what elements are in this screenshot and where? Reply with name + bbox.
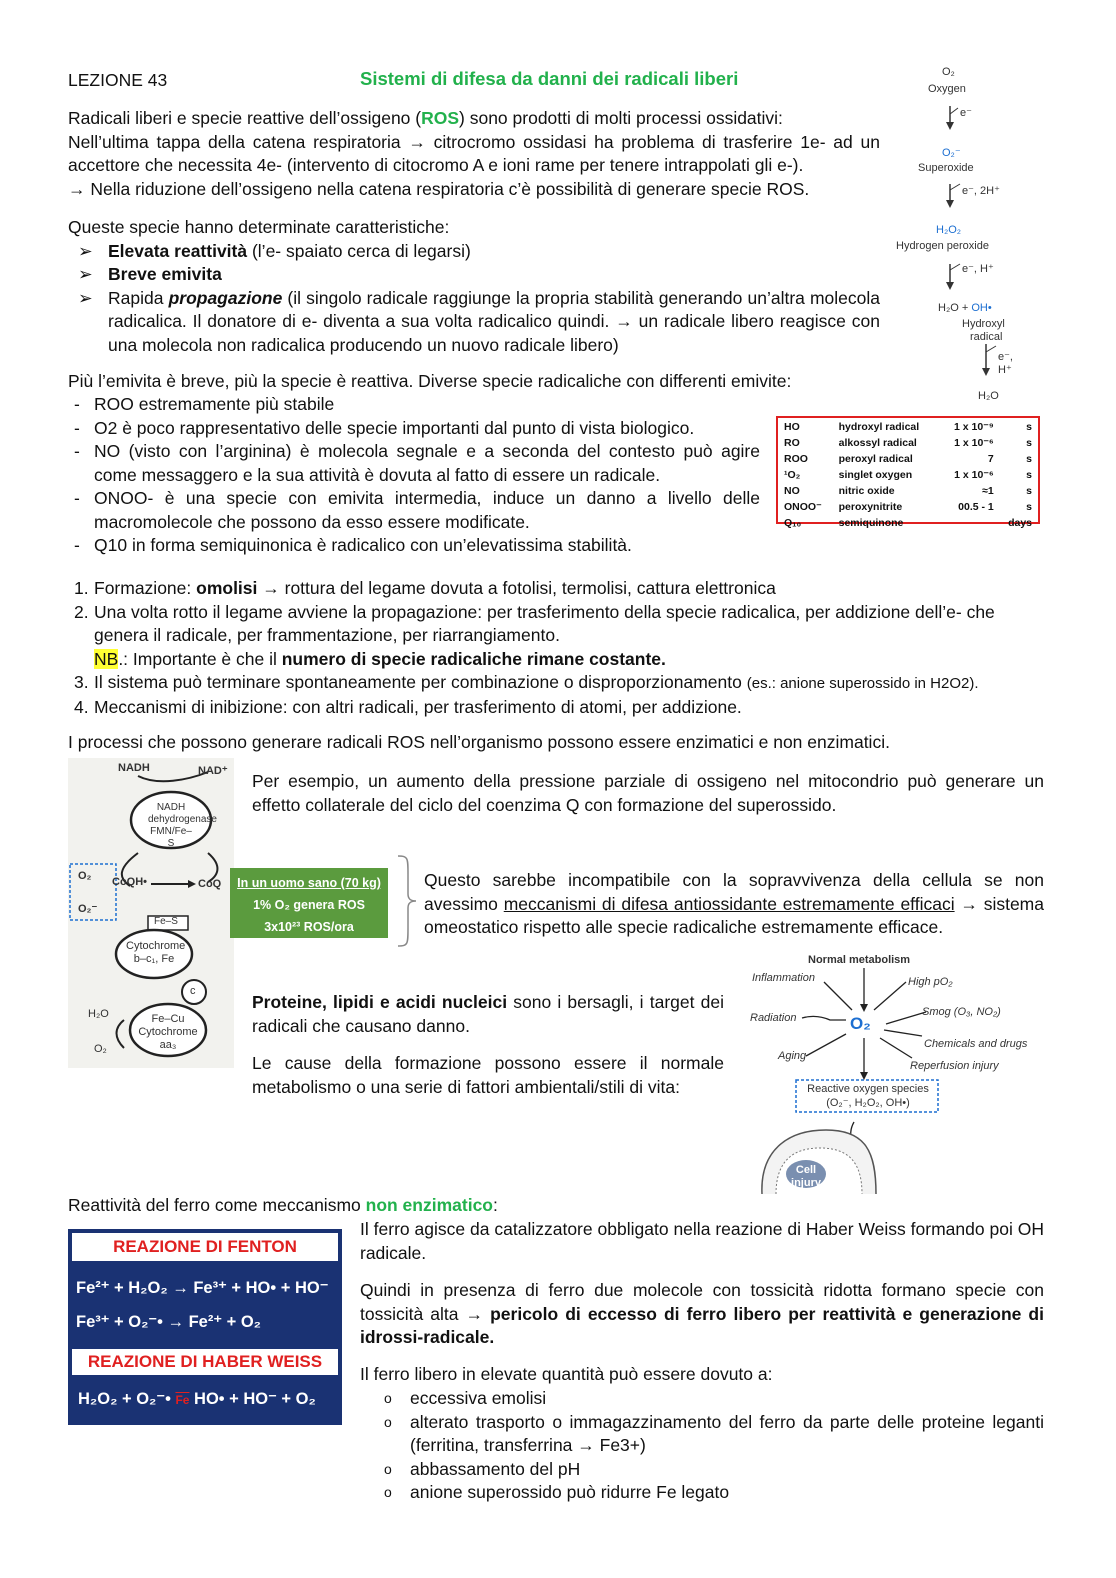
page-title: Sistemi di difesa da danni dei radicali liberi	[360, 68, 739, 89]
emivita-list	[68, 393, 760, 558]
lesson-number: LEZIONE 43	[68, 70, 168, 90]
table-row	[780, 435, 1036, 451]
intro-note: → Nella riduzione dell’ossigeno nella catena respiratoria c’è possibilità di generare specie ROS.	[68, 178, 810, 199]
emivita-lead: Più l’emivita è breve, più la specie è reattiva. Diverse specie radicaliche con differenti emivite:	[68, 371, 792, 391]
list-item: ➢ Elevata reattività (l’e- spaiato cerca di legarsi)	[78, 240, 471, 261]
table-cell: s	[1026, 437, 1032, 449]
table-cell: 00.5 - 1	[958, 501, 994, 513]
intro-line: Radicali liberi e specie reattive dell’ossigeno (ROS) sono prodotti di molti processi ossidativi:	[68, 108, 783, 128]
nadh-dehydrogenase-label: NADH dehydrogenase FMN/Fe–S	[148, 802, 217, 849]
intro-section	[68, 107, 880, 201]
table-cell: ROO	[784, 453, 808, 465]
table-row	[780, 515, 1036, 531]
list-item: - O2 è poco rappresentativo delle specie importanti dal punto di vista biologico.	[74, 417, 695, 438]
table-cell: s	[1026, 469, 1032, 481]
fenton-equations	[72, 1261, 338, 1345]
ros-box-label: Reactive oxygen species (O₂⁻, H₂O₂, OH•)	[807, 1083, 929, 1109]
reduction-arrows	[888, 64, 1012, 409]
list-item: o eccessiva emolisi	[384, 1388, 547, 1408]
table-cell: 1 x 10⁻⁶	[954, 469, 994, 481]
table-cell: semiquinone	[838, 517, 904, 529]
reaction-boxes	[68, 1229, 342, 1425]
ros-arrows	[746, 952, 1042, 1194]
table-row	[780, 451, 1036, 467]
survival-text: Questo sarebbe incompatibile con la sopravvivenza della cellula se non avessimo meccanismi di difesa antiossidante estremamente efficaci → sistema omeostatico rispetto alle specie radicaliche estremamente efficace.	[424, 870, 1044, 937]
table-cell: RO	[784, 437, 800, 449]
inflammation-label: Inflammation	[752, 972, 815, 984]
intro-paragraph: Nell’ultima tappa della catena respiratoria → citrocromo ossidasi ha problema di trasferire 1e- ad un accettore che necessita 4e- (intervento di citocromo A e ioni rame per tenere intrappolati gli e-).	[68, 131, 880, 175]
table-cell: 1 x 10⁻⁹	[954, 421, 994, 433]
halflife-table	[776, 416, 1040, 529]
list-item: - NO (visto con l’arginina) è molecola segnale e a seconda del contesto può agire come messaggero e la sua attività è dovuta al fatto di essere un radicale.	[74, 441, 760, 485]
electron-label: e⁻, H⁺	[998, 351, 1013, 376]
coq-label: CoQ	[198, 878, 222, 890]
list-item: o anione superossido può ridurre Fe legato	[384, 1482, 730, 1502]
table-cell: HO	[784, 421, 800, 433]
electron-label: e⁻	[960, 107, 972, 119]
aging-label: Aging	[778, 1050, 807, 1062]
characteristics-section	[68, 216, 880, 357]
list-item: o alterato trasporto o immagazzinamento del ferro da parte delle proteine leganti (ferritina, transferrina → Fe3+)	[384, 1411, 1044, 1455]
reperfusion-label: Reperfusion injury	[910, 1060, 999, 1072]
table-cell: 7	[987, 453, 994, 465]
table-cell: s	[1026, 453, 1032, 465]
hydroxyl-label: Hydroxyl	[962, 318, 1005, 330]
water-formula: H₂O	[978, 390, 999, 402]
table-cell: days	[1008, 517, 1032, 529]
nb-note: NB.: Importante è che il numero di specie radicaliche rimane costante.	[94, 648, 666, 669]
table-cell: 1 x 10⁻⁶	[954, 437, 994, 449]
table-cell: ONOO⁻	[784, 501, 822, 513]
superoxide-label: Superoxide	[918, 162, 974, 174]
hydrogen-peroxide-label: Hydrogen peroxide	[896, 240, 989, 252]
h2o2-formula: H₂O₂	[936, 224, 962, 236]
radiation-label: Radiation	[750, 1012, 797, 1024]
iron-lead: Reattività del ferro come meccanismo non enzimatico:	[68, 1195, 498, 1215]
haber-weiss-box	[68, 1345, 342, 1425]
o2-label: O₂	[78, 870, 92, 882]
table-cell: NO	[784, 485, 800, 497]
list-item: o abbassamento del pH	[384, 1458, 581, 1479]
table-row	[780, 467, 1036, 483]
example-text: Per esempio, un aumento della pressione parziale di ossigeno nel mitocondrio può generare un effetto collaterale del ciclo del coenzima Q con formazione del superossido.	[252, 771, 1044, 815]
list-item: - ONOO- è una specie con emivita intermedia, induce un danno a livello delle macromolecole che possono da esso essere modificate.	[74, 488, 760, 532]
cell-injury-label: Cell injury	[791, 1164, 821, 1189]
coqh-label: CoQH•	[112, 876, 148, 888]
table-cell: s	[1026, 421, 1032, 433]
table-cell: s	[1026, 485, 1032, 497]
iron-causes-list	[360, 1387, 1044, 1505]
radical-label: radical	[970, 331, 1003, 343]
table-cell: ¹O₂	[784, 469, 801, 481]
table-row	[780, 419, 1036, 435]
fenton-equation-1: Fe²⁺ + H₂O₂ → Fe³⁺ + HO• + HO⁻	[76, 1279, 329, 1297]
smog-label: Smog (O₃, NO₂)	[922, 1006, 1001, 1018]
table-row	[780, 499, 1036, 515]
table-cell: ≈1	[982, 485, 994, 497]
list-item: 2. Una volta rotto il legame avviene la propagazione: per trasferimento della specie radicalica, per addizione dell’e- che genera il radicale, per frammentazione, per riarrangiamento. NB.: Importante è che il numero di specie radicaliche rimane costante.	[68, 601, 1044, 672]
non-enzymatic-term: non enzimatico	[365, 1195, 493, 1215]
characteristics-lead: Queste specie hanno determinate caratteristiche:	[68, 217, 450, 237]
normal-metabolism-label: Normal metabolism	[808, 954, 911, 966]
cytochrome-aa3-label: Fe–Cu Cytochrome aa₃	[138, 1013, 198, 1051]
list-item: 1. Formazione: omolisi → rottura del legame dovuta a fotolisi, termolisi, cattura elettronica	[74, 578, 776, 598]
water-label: H₂O	[88, 1008, 109, 1020]
table-cell: nitric oxide	[838, 485, 895, 497]
nb-highlight: NB	[94, 648, 119, 669]
o2-label: O₂	[94, 1043, 107, 1055]
fes-label: Fe–S	[154, 916, 178, 927]
haber-weiss-equation: H₂O₂ + O₂⁻• $\overline{Fe}$ HO• + HO⁻ + O₂	[72, 1375, 338, 1421]
ros-term: ROS	[421, 108, 460, 128]
iron-paragraph-1: Il ferro agisce da catalizzatore obbligato nella reazione di Haber Weiss formando poi OH radicale.	[360, 1219, 1044, 1263]
fenton-title: REAZIONE DI FENTON	[72, 1233, 338, 1261]
iron-paragraph-2: Quindi in presenza di ferro due molecole con tossicità ridotta formano specie con tossicità alta → pericolo di eccesso di ferro libero per reattività e generazione di idrossi-radicale.	[360, 1280, 1044, 1347]
superoxide-label: O₂⁻	[78, 903, 98, 915]
iron-catalyst-label: $\overline{Fe}$	[175, 1393, 190, 1407]
table-cell: hydroxyl radical	[838, 421, 920, 433]
high-po2-label: High pO₂	[908, 976, 953, 988]
list-item: ➢ Rapida propagazione (il singolo radicale raggiunge la propria stabilità generando un’altra molecola radicalica. Il donatore di e- diventa a sua volta radicalico quindi. → un radicale libero reagisce con una molecola non radicalica producendo un nuovo radicale libero)	[78, 287, 881, 355]
list-item: 4. Meccanismi di inibizione: con altri radicali, per trasferimento di atomi, per addizione.	[74, 696, 742, 717]
table-cell: peroxyl radical	[838, 453, 913, 465]
list-item: - ROO estremamente più stabile	[74, 394, 335, 414]
list-item: ➢ Breve emivita	[78, 264, 222, 284]
causes-text: Le cause della formazione possono essere il normale metabolismo o una serie di fattori ambientali/stili di vita:	[252, 1053, 724, 1097]
ros-sources-diagram	[746, 952, 1042, 1194]
list-item: 3. Il sistema può terminare spontaneamente per combinazione o disproporzionamento (es.: anione superossido in H2O2).	[74, 672, 979, 692]
electron-label: e⁻, 2H⁺	[962, 185, 1000, 197]
nad-label: NAD⁺	[198, 765, 228, 777]
cytochrome-bc1-label: Cytochrome b–c₁, Fe	[126, 940, 186, 965]
haber-weiss-title: REAZIONE DI HABER WEISS	[72, 1349, 338, 1375]
targets-text: Proteine, lipidi e acidi nucleici sono i bersagli, i target dei radicali che causano danno.	[252, 992, 724, 1036]
oxygen-reduction-diagram	[888, 64, 1012, 409]
bracket-icon	[396, 854, 418, 948]
table-cell: peroxynitrite	[838, 501, 903, 513]
iron-paragraph-3: Il ferro libero in elevate quantità può essere dovuto a:	[360, 1364, 773, 1384]
steps-section	[68, 577, 1044, 719]
table-cell: Q₁₀	[784, 517, 802, 529]
table-cell: alkossyl radical	[838, 437, 917, 449]
chemicals-label: Chemicals and drugs	[924, 1038, 1028, 1050]
processes-text: I processi che possono generare radicali ROS nell’organismo possono essere enzimatici e non enzimatici.	[68, 732, 890, 752]
cytochrome-c-label: c	[190, 985, 196, 997]
superoxide-formula: O₂⁻	[942, 147, 961, 159]
list-item: - Q10 in forma semiquinonica è radicalico con un’elevatissima stabilità.	[74, 535, 632, 555]
electron-label: e⁻, H⁺	[962, 263, 994, 275]
fenton-box	[68, 1229, 342, 1345]
table-cell: s	[1026, 501, 1032, 513]
o2-label: O₂	[942, 66, 955, 78]
table-row	[780, 483, 1036, 499]
table-cell: singlet oxygen	[838, 469, 913, 481]
table-cell	[941, 515, 998, 531]
mitochondrial-chain-diagram	[68, 758, 234, 1068]
ros-production-box: In un uomo sano (70 kg) 1% O₂ genera ROS 3x10²³ ROS/ora	[230, 868, 388, 938]
oxygen-center-label: O₂	[850, 1014, 871, 1033]
nadh-label: NADH	[118, 762, 150, 774]
oxygen-label: Oxygen	[928, 83, 966, 95]
fenton-equation-2: Fe³⁺ + O₂⁻• → Fe²⁺ + O₂	[76, 1313, 262, 1331]
water-hydroxyl-formula: H₂O + OH•	[938, 302, 992, 314]
